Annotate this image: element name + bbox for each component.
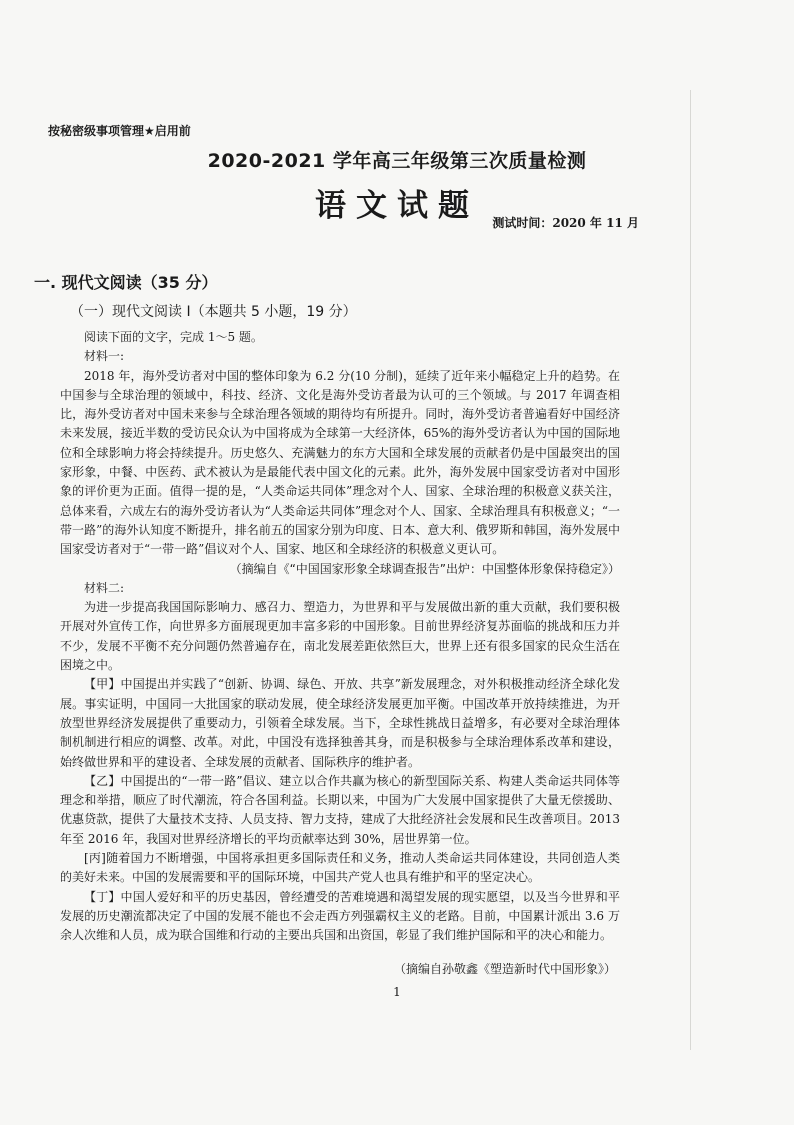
material2-source: （摘编自孙敬鑫《塑造新时代中国形象》） (393, 962, 616, 976)
material1-source: （摘编自《“中国国家形象全球调查报告”出炉：中国整体形象保持稳定》） (229, 561, 620, 576)
subsection-heading: （一）现代文阅读 I（本题共 5 小题，19 分） (70, 304, 357, 320)
material2-paragraph: [丙]随着国力不断增强，中国将承担更多国际责任和义务，推动人类命运共同体建设，共同创造人类的美好未来。中国的发展需要和平的国际环境，中国共产党人也具有维护和平的坚定决心。 (60, 851, 620, 885)
exam-title: 2020-2021 学年高三年级第三次质量检测 (207, 150, 587, 172)
subject-title: 语文试题 (315, 188, 479, 224)
material2-paragraph: 【乙】中国提出的“一带一路”倡议、建立以合作共赢为核心的新型国际关系、构建人类命运共同体等理念和举措，顺应了时代潮流，符合各国利益。长期以来，中国为广大发展中国家提供了大量无偿援助、优惠贷款，提供了大量技术支持、人员支持、智力支持，建成了大批经济社会发展和民生改善项目。2013 年至 2016 年，我国对世界经济增长的平均贡献率达到 30%，居世界第一位。 (60, 773, 620, 846)
secret-notice: 按秘密级事项管理★启用前 (48, 124, 191, 138)
material2-paragraph: 【甲】中国提出并实践了“创新、协调、绿色、开放、共享”新发展理念，对外积极推动经济全球化发展。事实证明，中国同一大批国家的联动发展，使全球经济发展更加平衡。中国改革开放持续推进，为开放型世界经济发展提供了重要动力，引领着全球发展。当下，全球性挑战日益增多，有必要对全球治理体制机制进行相应的调整、改革。对此，中国没有选择独善其身，而是积极参与全球治理体系改革和建设，始终做世界和平的建设者、全球发展的贡献者、国际秩序的维护者。 (60, 677, 620, 769)
test-time: 测试时间：2020 年 11 月 (492, 216, 639, 230)
instruction-text: 阅读下面的文字，完成 1～5 题。 (84, 330, 263, 344)
material2-paragraph: 【丁】中国人爱好和平的历史基因，曾经遭受的苦难境遇和渴望发展的现实愿望，以及当今世界和平发展的历史潮流都决定了中国的发展不能也不会走西方列强霸权主义的老路。目前，中国累计派出 3.6 万余人次维和人员，成为联合国维和行动的主要出兵国和出资国，彰显了我们维护国际和平的决心和能力。 (60, 889, 620, 943)
page-number: 1 (393, 985, 401, 999)
material1-paragraph: 2018 年，海外受访者对中国的整体印象为 6.2 分(10 分制)，延续了近年来小幅稳定上升的趋势。在中国参与全球治理的领域中，科技、经济、文化是海外受访者最为认可的三个领域。与 2017 年调查相比，海外受访者对中国未来参与全球治理各领域的期待均有所提升。同时，海外受访者普遍看好中国经济未来发展，接近半数的受访民众认为中国将成为全球第一大经济体，65%的海外受访者认为中国的国际地位和全球影响力将会持续提升。历史悠久、充满魅力的东方大国和全球发展的贡献者仍是中国最突出的国家形象，中餐、中医药、武术被认为是最能代表中国文化的元素。此外，海外发展中国家受访者对中国形象的评价更为正面。值得一提的是，“人类命运共同体”理念对个人、国家、全球治理的积极意义获关注，总体来看，六成左右的海外受访者认为“人类命运共同体”理念对个人、国家、全球治理具有积极意义；“一带一路”的海外认知度不断提升，排名前五的国家分别为印度、日本、意大利、俄罗斯和韩国，海外发展中国家受访者对于“一带一路”倡议对个人、国家、地区和全球经济的积极意义更认可。 (60, 368, 620, 557)
reading-body (60, 328, 620, 946)
page-edge-divider (690, 90, 691, 1050)
section-heading: 一. 现代文阅读（35 分） (34, 273, 218, 292)
material2-label: 材料二: (84, 580, 125, 595)
material1-label: 材料一: (84, 349, 125, 364)
material2-paragraph: 为进一步提高我国国际影响力、感召力、塑造力，为世界和平与发展做出新的重大贡献，我们要积极开展对外宣传工作，向世界多方面展现更加丰富多彩的中国形象。目前世界经济复苏面临的挑战和压力并不少，发展不平衡不充分问题仍然普遍存在，南北发展差距依然巨大，世界上还有很多国家的民众生活在困境之中。 (60, 600, 620, 673)
